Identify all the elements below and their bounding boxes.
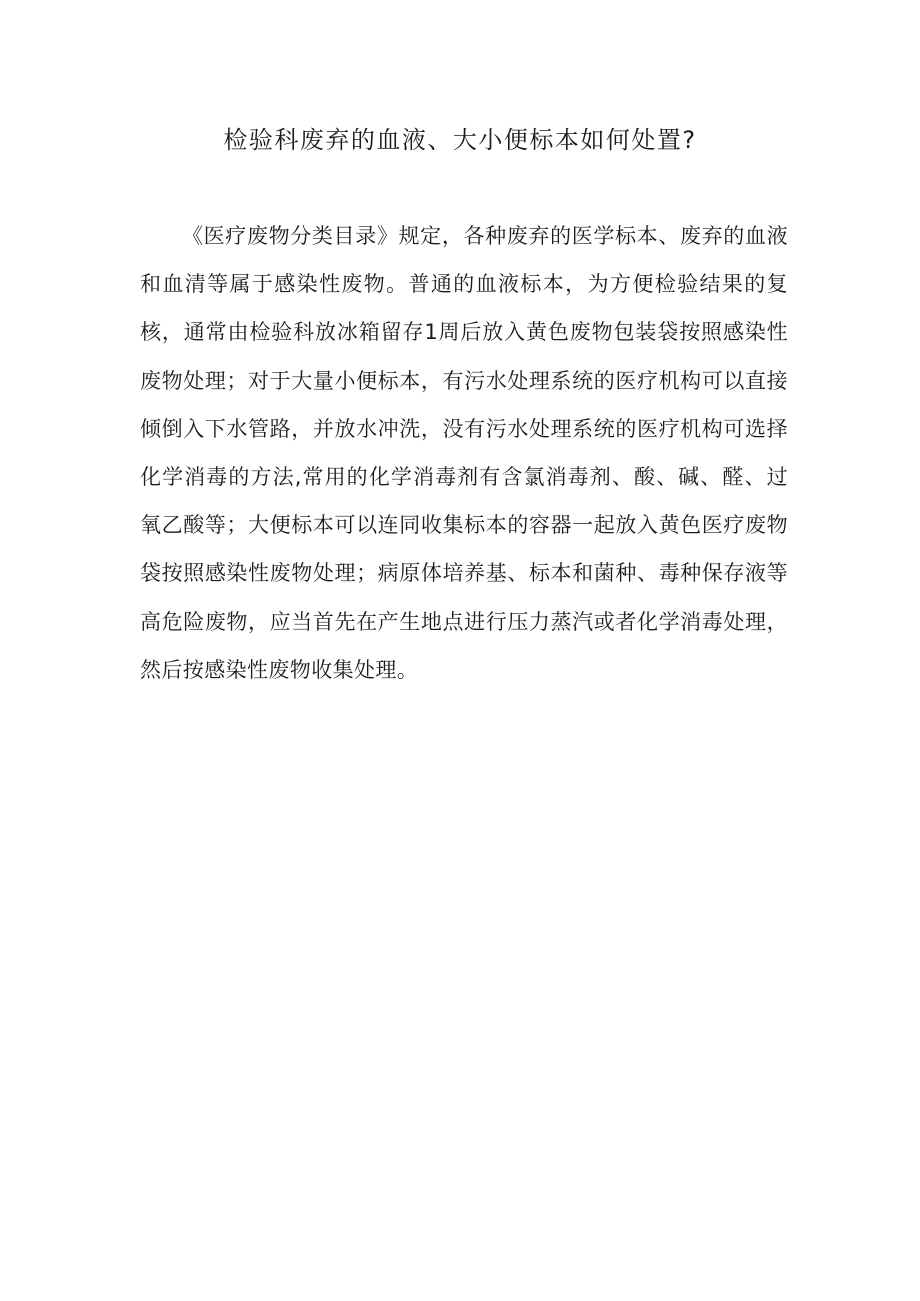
document-title: 检验科废弃的血液、大小便标本如何处置?	[223, 126, 697, 154]
body-paragraph: 《医疗废物分类目录》规定，各种废弃的医学标本、废弃的血液和血清等属于感染性废物。普通的血液标本，为方便检验结果的复核，通常由检验科放冰箱留存1周后放入黄色废物包装袋按照感染性废物处理；对于大量小便标本，有污水处理系统的医疗机构可以直接倾倒入下水管路，并放水冲洗，没有污水处理系统的医疗机构可选择化学消毒的方法,常用的化学消毒剂有含氯消毒剂、酸、碱、醛、过氧乙酸等；大便标本可以连同收集标本的容器一起放入黄色医疗废物袋按照感染性废物处理；病原体培养基、标本和菌种、毒种保存液等高危险废物，应当首先在产生地点进行压力蒸汽或者化学消毒处理，然后按感染性废物收集处理。	[140, 224, 788, 682]
